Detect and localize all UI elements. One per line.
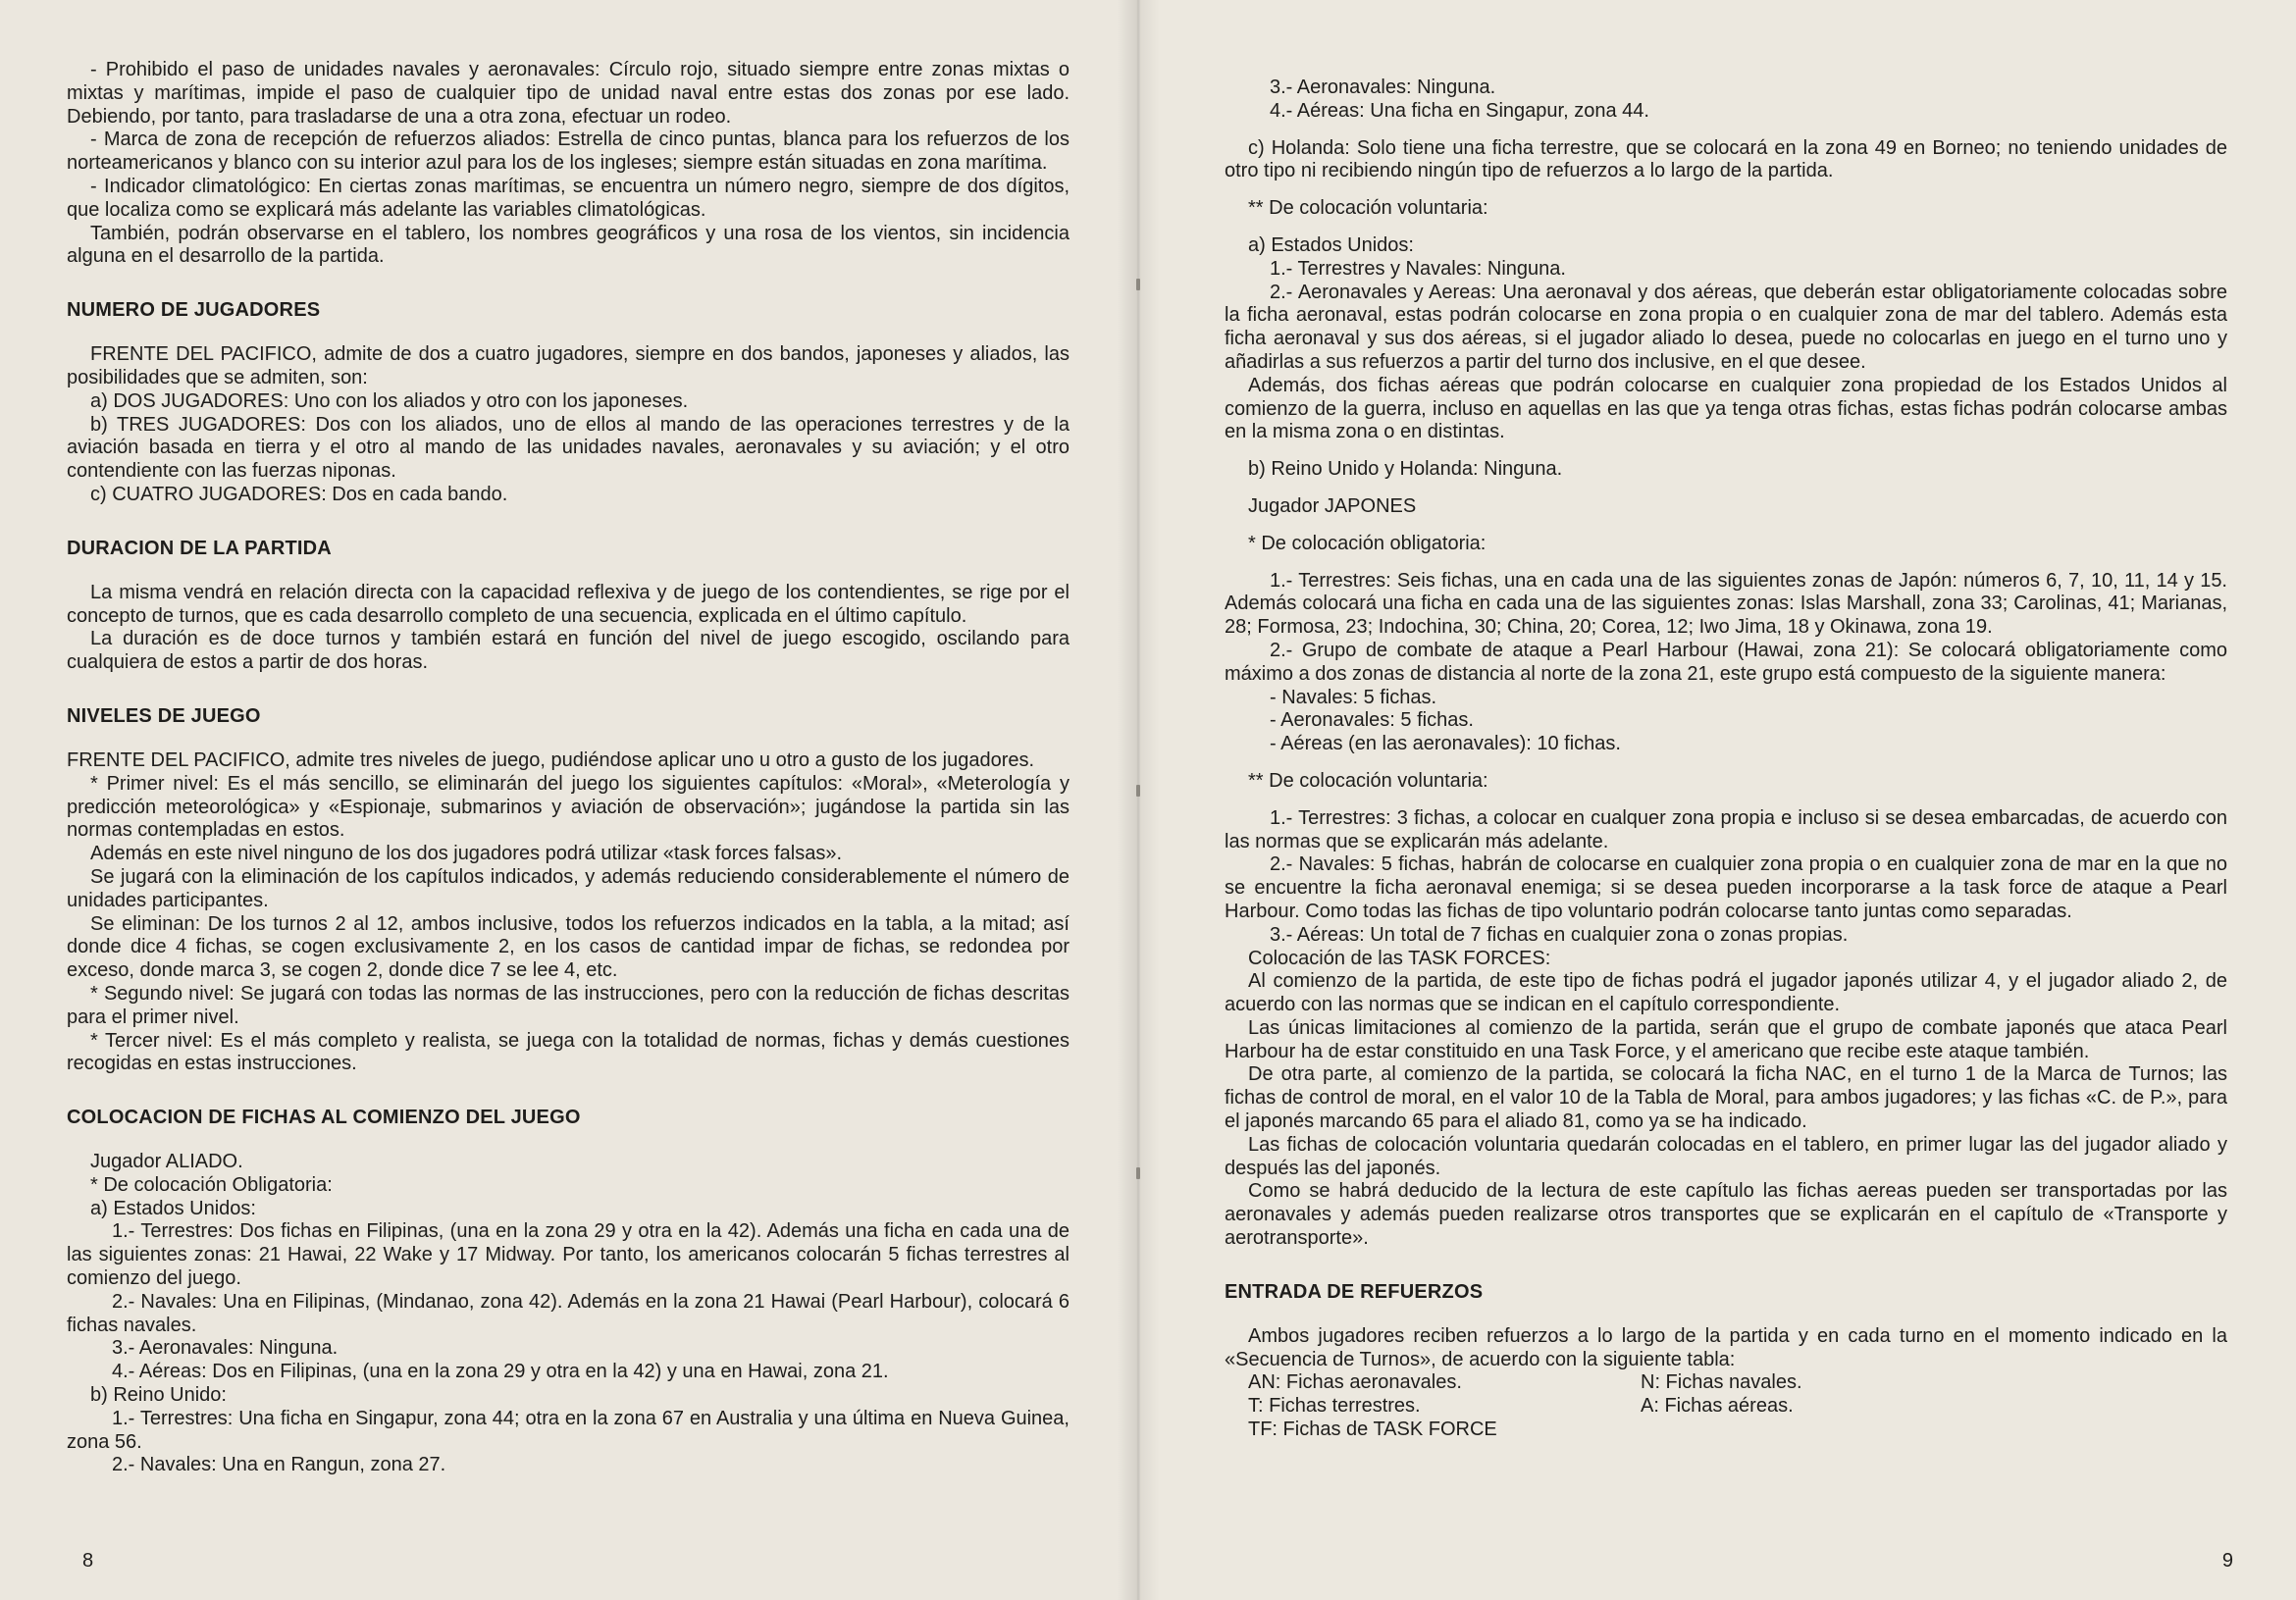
intro-paragraph: - Marca de zona de recepción de refuerzos aliados: Estrella de cinco puntas, blanca para los refuerzos de los norteamericanos y blanco con su interior azul para los de los ingleses; siempre están situadas en zona marítima. xyxy=(67,129,1070,175)
paragraph: La misma vendrá en relación directa con la capacidad reflexiva y de juego de los contendientes, se rige por el concepto de turnos, que es cada desarrollo completo de una secuencia, explicada en el último capítulo. xyxy=(67,581,1070,627)
paragraph: Además en este nivel ninguno de los dos jugadores podrá utilizar «task forces falsas». xyxy=(90,843,843,865)
line: a) Estados Unidos: xyxy=(1248,233,1414,256)
staple-mark xyxy=(1136,279,1140,290)
paragraph: De otra parte, al comienzo de la partida, se colocará la ficha NAC, en el turno 1 de la Marca de Turnos; las fichas de control de moral, en el valor 10 de la Tabla de Moral, para ambos jugadores; y las fichas «C. de P.», para el japonés marcando 65 para el aliado 81, como ya se ha indicado. xyxy=(1225,1063,2227,1133)
paragraph: Además, dos fichas aéreas que podrán colocarse en cualquier zona propiedad de los Estados Unidos al comienzo de la guerra, incluso en aquellas en las que ya tenga otras fichas, estas fichas podrán colocarse ambas en la misma zona o en distintas. xyxy=(1225,374,2227,443)
line: Jugador ALIADO. xyxy=(90,1151,243,1173)
staple-mark xyxy=(1136,1167,1140,1179)
legend-t: T: Fichas terrestres. xyxy=(1248,1395,1421,1418)
heading-refuerzos: ENTRADA DE REFUERZOS xyxy=(1225,1280,1484,1303)
paragraph: La duración es de doce turnos y también estará en función del nivel de juego escogido, oscilando para cualquiera de estos a partir de dos horas. xyxy=(67,628,1070,674)
list-item: 2.- Aeronavales y Aereas: Una aeronaval y dos aéreas, que deberán estar obligatoriamente colocadas sobre la ficha aeronaval, estas podrán colocarse en zona propia o en cualquier zona de mar del tablero. Además esta ficha aeronaval y sus dos aéreas, si el jugador aliado lo desea, puede no colocarlas en juego en el turno uno y añadirlas a sus refuerzos a partir del turno dos inclusive, en el que desee. xyxy=(1225,281,2227,373)
list-item: 4.- Aéreas: Dos en Filipinas, (una en la zona 29 y otra en la 42) y una en Hawai, zona 21. xyxy=(112,1361,889,1383)
intro-paragraph: - Prohibido el paso de unidades navales y aeronavales: Círculo rojo, situado siempre entre zonas mixtas o mixtas y marítimas, impide el paso de cualquier tipo de unidad naval entre estas dos zonas por ese lado. Debiendo, por tanto, para trasladarse de una a otra zona, efectuar un rodeo. xyxy=(67,59,1070,128)
line: ** De colocación voluntaria: xyxy=(1248,197,1488,220)
list-item: 2.- Navales: Una en Filipinas, (Mindanao, zona 42). Además en la zona 21 Hawai (Pearl Harbour), colocará 6 fichas navales. xyxy=(67,1290,1070,1336)
heading-duracion: DURACION DE LA PARTIDA xyxy=(67,537,332,559)
paragraph: Se jugará con la eliminación de los capítulos indicados, y además reduciendo considerablemente el número de unidades participantes. xyxy=(67,865,1070,911)
legend-an: AN: Fichas aeronavales. xyxy=(1248,1371,1462,1394)
page-number: 9 xyxy=(2221,1550,2233,1572)
list-item: 1.- Terrestres y Navales: Ninguna. xyxy=(1270,257,1566,280)
intro-paragraph: También, podrán observarse en el tablero, los nombres geográficos y una rosa de los vientos, sin incidencia alguna en el desarrollo de la partida. xyxy=(67,222,1070,268)
list-item: 3.- Aeronavales: Ninguna. xyxy=(1270,77,1496,98)
paragraph: Las únicas limitaciones al comienzo de la partida, serán que el grupo de combate japonés que ataca Pearl Harbour ha de estar constituido en una Task Force, y el americano que recibe este ataque también. xyxy=(1225,1016,2227,1062)
list-item: 2.- Navales: 5 fichas, habrán de colocarse en cualquier zona propia o en cualquier zona de mar en la que no se encuentre la ficha aeronaval enemiga; si se desea pueden incorporarse a la task force de ataque a Pearl Harbour. Como todas las fichas de tipo voluntario podrán colocarse tanto juntas como separadas. xyxy=(1225,853,2227,922)
heading-niveles: NIVELES DE JUEGO xyxy=(67,704,261,727)
list-item: - Navales: 5 fichas. xyxy=(1270,686,1437,708)
paragraph: Como se habrá deducido de la lectura de este capítulo las fichas aereas pueden ser transportadas por las aeronavales y además pueden realizarse otros transportes que se explicarán en el capítulo de «Transporte y aerotransporte». xyxy=(1225,1180,2227,1250)
list-item: 1.- Terrestres: Una ficha en Singapur, zona 44; otra en la zona 67 en Australia y una última en Nueva Guinea, zona 56. xyxy=(67,1407,1070,1453)
paragraph: c) Holanda: Solo tiene una ficha terrestre, que se colocará en la zona 49 en Borneo; no teniendo unidades de otro tipo ni recibiendo ningún tipo de refuerzos a lo largo de la partida. xyxy=(1225,136,2227,182)
line: Jugador JAPONES xyxy=(1248,494,1417,517)
line: * De colocación Obligatoria: xyxy=(90,1173,333,1196)
paragraph: * Tercer nivel: Es el más completo y realista, se juega con la totalidad de normas, fichas y demás cuestiones recogidas en estas instrucciones. xyxy=(67,1029,1070,1075)
paragraph: Ambos jugadores reciben refuerzos a lo largo de la partida y en cada turno en el momento indicado en la «Secuencia de Turnos», de acuerdo con la siguiente tabla: xyxy=(1225,1324,2227,1370)
heading-colocacion: COLOCACION DE FICHAS AL COMIENZO DEL JUEGO xyxy=(67,1107,581,1129)
line: b) Reino Unido y Holanda: Ninguna. xyxy=(1248,458,1563,481)
list-item: 3.- Aeronavales: Ninguna. xyxy=(112,1337,339,1360)
legend-a: A: Fichas aéreas. xyxy=(1641,1395,1794,1418)
line: a) Estados Unidos: xyxy=(90,1197,256,1219)
legend-table xyxy=(1225,1371,2227,1441)
list-item: 1.- Terrestres: Dos fichas en Filipinas, (una en la zona 29 y otra en la 42). Además una ficha en cada una de las siguientes zonas: 21 Hawai, 22 Wake y 17 Midway. Por tanto, los americanos colocarán 5 fichas terrestres al comienzo del juego. xyxy=(67,1220,1070,1290)
line: Colocación de las TASK FORCES: xyxy=(1248,947,1551,969)
paragraph: FRENTE DEL PACIFICO, admite de dos a cuatro jugadores, siempre en dos bandos, japoneses y aliados, las posibilidades que se admiten, son: xyxy=(67,343,1070,388)
list-item: - Aéreas (en las aeronavales): 10 fichas. xyxy=(1270,733,1621,755)
paragraph: b) TRES JUGADORES: Dos con los aliados, uno de ellos al mando de las operaciones terrestres y de la aviación basada en tierra y el otro al mando de las unidades navales, aeronavales y su aviación; y el otro contendiente con las fuerzas niponas. xyxy=(67,413,1070,483)
staple-mark xyxy=(1136,785,1140,797)
paragraph: Al comienzo de la partida, de este tipo de fichas podrá el jugador japonés utilizar 4, y el jugador aliado 2, de acuerdo con las normas que se indican en el capítulo correspondiente. xyxy=(1225,970,2227,1016)
heading-numero-jugadores: NUMERO DE JUGADORES xyxy=(67,299,321,322)
paragraph: * Primer nivel: Es el más sencillo, se eliminarán del juego los siguientes capítulos: «Moral», «Meterología y predicción meteorológica» y «Espionaje, submarinos y aviación de observación»; jugándose la partida sin las normas contempladas en estos. xyxy=(67,772,1070,842)
page-right xyxy=(1138,0,2296,1600)
list-item: 2.- Grupo de combate de ataque a Pearl Harbour (Hawai, zona 21): Se colocará obligatoriamente como máximo a dos zonas de distancia al norte de la zona 21, este grupo está compuesto de la siguiente manera: xyxy=(1225,639,2227,685)
line: * De colocación obligatoria: xyxy=(1248,532,1487,554)
book-gutter xyxy=(1117,0,1160,1600)
paragraph: c) CUATRO JUGADORES: Dos en cada bando. xyxy=(90,483,508,505)
list-item: 4.- Aéreas: Una ficha en Singapur, zona 44. xyxy=(1270,99,1649,122)
list-item: 1.- Terrestres: 3 fichas, a colocar en cualquer zona propia e incluso si se desea embarcadas, de acuerdo con las normas que se explicarán más adelante. xyxy=(1225,806,2227,852)
line: b) Reino Unido: xyxy=(90,1384,227,1407)
intro-paragraph: - Indicador climatológico: En ciertas zonas marítimas, se encuentra un número negro, siempre de dos dígitos, que localiza como se explicará más adelante las variables climatológicas. xyxy=(67,175,1070,221)
paragraph: Se eliminan: De los turnos 2 al 12, ambos inclusive, todos los refuerzos indicados en la tabla, a la mitad; así donde dice 4 fichas, se cogen exclusivamente 2, en los casos de cantidad impar de fichas, se redondea por exceso, donde marca 3, se cogen 2, donde dice 7 se lee 4, etc. xyxy=(67,912,1070,982)
list-item: 3.- Aéreas: Un total de 7 fichas en cualquier zona o zonas propias. xyxy=(1270,923,1849,946)
legend-tf: TF: Fichas de TASK FORCE xyxy=(1248,1419,1497,1441)
paragraph: a) DOS JUGADORES: Uno con los aliados y otro con los japoneses. xyxy=(90,389,689,412)
page-left xyxy=(0,0,1138,1600)
list-item: 1.- Terrestres: Seis fichas, una en cada una de las siguientes zonas de Japón: números 6, 7, 10, 11, 14 y 15. Además colocará una ficha en cada una de las siguientes zonas: Islas Marshall, zona 33; Carolinas, 41; Marianas, 28; Formosa, 23; Indochina, 30; China, 20; Corea, 12; Iwo Jima, 18 y Okinawa, zona 19. xyxy=(1225,569,2227,639)
line: ** De colocación voluntaria: xyxy=(1248,769,1488,792)
paragraph: * Segundo nivel: Se jugará con todas las normas de las instrucciones, pero con la reducción de fichas descritas para el primer nivel. xyxy=(67,982,1070,1028)
page-number: 8 xyxy=(82,1550,94,1572)
paragraph: FRENTE DEL PACIFICO, admite tres niveles de juego, pudiéndose aplicar uno u otro a gusto de los jugadores. xyxy=(67,748,1035,771)
legend-n: N: Fichas navales. xyxy=(1641,1371,1802,1394)
list-item: 2.- Navales: Una en Rangun, zona 27. xyxy=(112,1454,446,1476)
paragraph: Las fichas de colocación voluntaria quedarán colocadas en el tablero, en primer lugar las del jugador aliado y después las del japonés. xyxy=(1225,1133,2227,1179)
list-item: - Aeronavales: 5 fichas. xyxy=(1270,709,1474,732)
